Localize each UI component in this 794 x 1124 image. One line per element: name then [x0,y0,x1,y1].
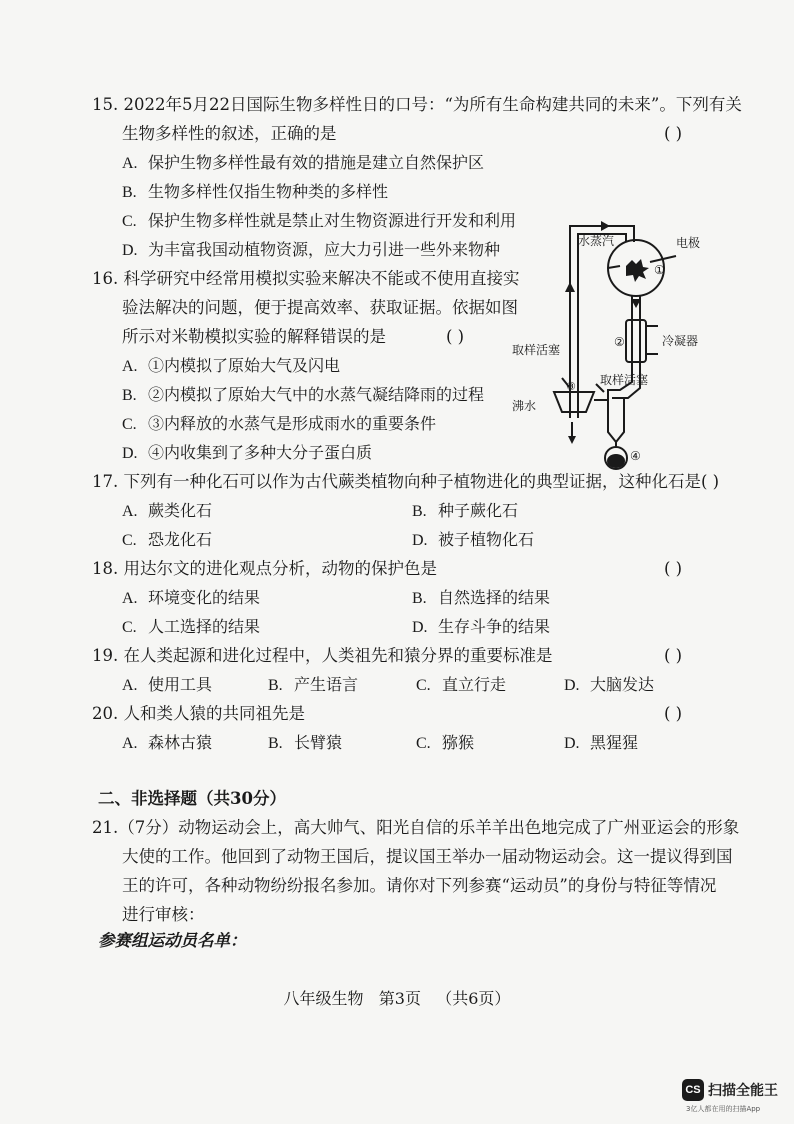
marker-2: ② [614,335,625,349]
q19-option-b: B. 产生语言 [268,675,359,694]
q15-option-b: B. 生物多样性仅指生物种类的多样性 [122,182,389,201]
q16-stem-line3: 所示对米勒模拟实验的解释错误的是 [122,327,386,346]
q19-answer-bracket: ( ) [664,646,683,665]
q15-option-d: D. 为丰富我国动植物资源，应大力引进一些外来物种 [122,240,501,259]
q17-option-d: D. 被子植物化石 [412,530,535,549]
condenser-jacket [626,320,646,362]
q16-answer-bracket: ( ) [446,327,465,346]
camscanner-name: 扫描全能王 [708,1083,778,1099]
q17-option-c: C. 恐龙化石 [122,530,213,549]
arrow-right [601,221,610,231]
q16-option-c: C. ③内释放的水蒸气是形成雨水的重要条件 [122,414,437,433]
marker-1: ① [654,263,665,277]
camscanner-logo-icon: CS [682,1079,704,1101]
q21-stem-line3: 王的许可，各种动物纷纷报名参加。请你对下列参赛“运动员”的身份与特征等情况 [122,876,717,895]
label-electrode: 电极 [676,236,701,250]
q15-option-a: A. 保护生物多样性最有效的措施是建立自然保护区 [122,153,485,172]
q16-stem-line1: 16. 科学研究中经常用模拟实验来解决不能或不使用直接实 [92,269,520,288]
q21-stem-line2: 大使的工作。他回到了动物王国后，提议国王举办一届动物运动会。这一提议得到国 [122,847,733,866]
q16-stem-line2: 验法解决的问题，便于提高效率、获取证据。依据如图 [122,298,518,317]
label-condenser: 冷凝器 [662,334,699,348]
q20-option-b: B. 长臂猿 [268,733,343,752]
q18-option-a: A. 环境变化的结果 [122,588,261,607]
q16-option-a: A. ①内模拟了原始大气及闪电 [122,356,341,375]
q20-option-d: D. 黑猩猩 [564,733,639,752]
q15-stem-line2: 生物多样性的叙述，正确的是 [122,124,337,143]
spark [626,259,649,282]
q19-option-d: D. 大脑发达 [564,675,655,694]
marker-4: ④ [630,449,641,463]
q20-option-a: A. 森林古猿 [122,733,213,752]
flask-4-liquid [607,454,625,468]
camscanner-tagline: 3亿人都在用的扫描App [686,1105,761,1113]
boiling-flask [554,392,594,412]
q17-option-a: A. 蕨类化石 [122,501,213,520]
camscanner-watermark [682,1079,782,1119]
q21-stem-line1: 21.（7分）动物运动会上，高大帅气、阳光自信的乐羊羊出色地完成了广州亚运会的形象 [92,818,740,837]
q15-stem-line1: 15. 2022年5月22日国际生物多样性日的口号：“为所有生命构建共同的未来”。下列有关 [92,95,742,114]
arrow-up [565,282,575,292]
q17-option-b: B. 种子蕨化石 [412,501,519,520]
miller-experiment-diagram [500,212,720,474]
page-footer: 八年级生物 第3页 （共6页） [283,989,511,1008]
q19-option-c: C. 直立行走 [416,675,507,694]
q20-answer-bracket: ( ) [664,704,683,723]
q17-stem: 17. 下列有一种化石可以作为古代蕨类植物向种子植物进化的典型证据，这种化石是( ) [92,472,720,491]
label-boiling: 沸水 [512,399,537,413]
heater-tip [568,436,576,444]
electrode-left [608,266,620,268]
q18-option-c: C. 人工选择的结果 [122,617,261,636]
section-2-heading: 二、非选择题（共30分） [98,789,286,808]
q16-option-d: D. ④内收集到了多种大分子蛋白质 [122,443,373,462]
label-steam: 水蒸汽 [578,234,615,248]
q21-stem-line4: 进行审核： [122,905,205,924]
q20-option-c: C. 猕猴 [416,733,475,752]
q15-answer-bracket: ( ) [664,124,683,143]
q18-answer-bracket: ( ) [664,559,683,578]
marker-3: ③ [566,380,576,393]
label-valve-right: 取样活塞 [600,373,649,387]
q19-option-a: A. 使用工具 [122,675,213,694]
q18-option-d: D. 生存斗争的结果 [412,617,551,636]
q21-roster-heading: 参赛组运动员名单： [98,931,247,950]
q19-stem: 19. 在人类起源和进化过程中，人类祖先和猿分界的重要标准是 [92,646,553,665]
q20-stem: 20. 人和类人猿的共同祖先是 [92,704,305,723]
q18-option-b: B. 自然选择的结果 [412,588,551,607]
q15-option-c: C. 保护生物多样性就是禁止对生物资源进行开发和利用 [122,211,517,230]
label-valve-left: 取样活塞 [512,343,561,357]
q16-option-b: B. ②内模拟了原始大气中的水蒸气凝结降雨的过程 [122,385,485,404]
q18-stem: 18. 用达尔文的进化观点分析，动物的保护色是 [92,559,437,578]
